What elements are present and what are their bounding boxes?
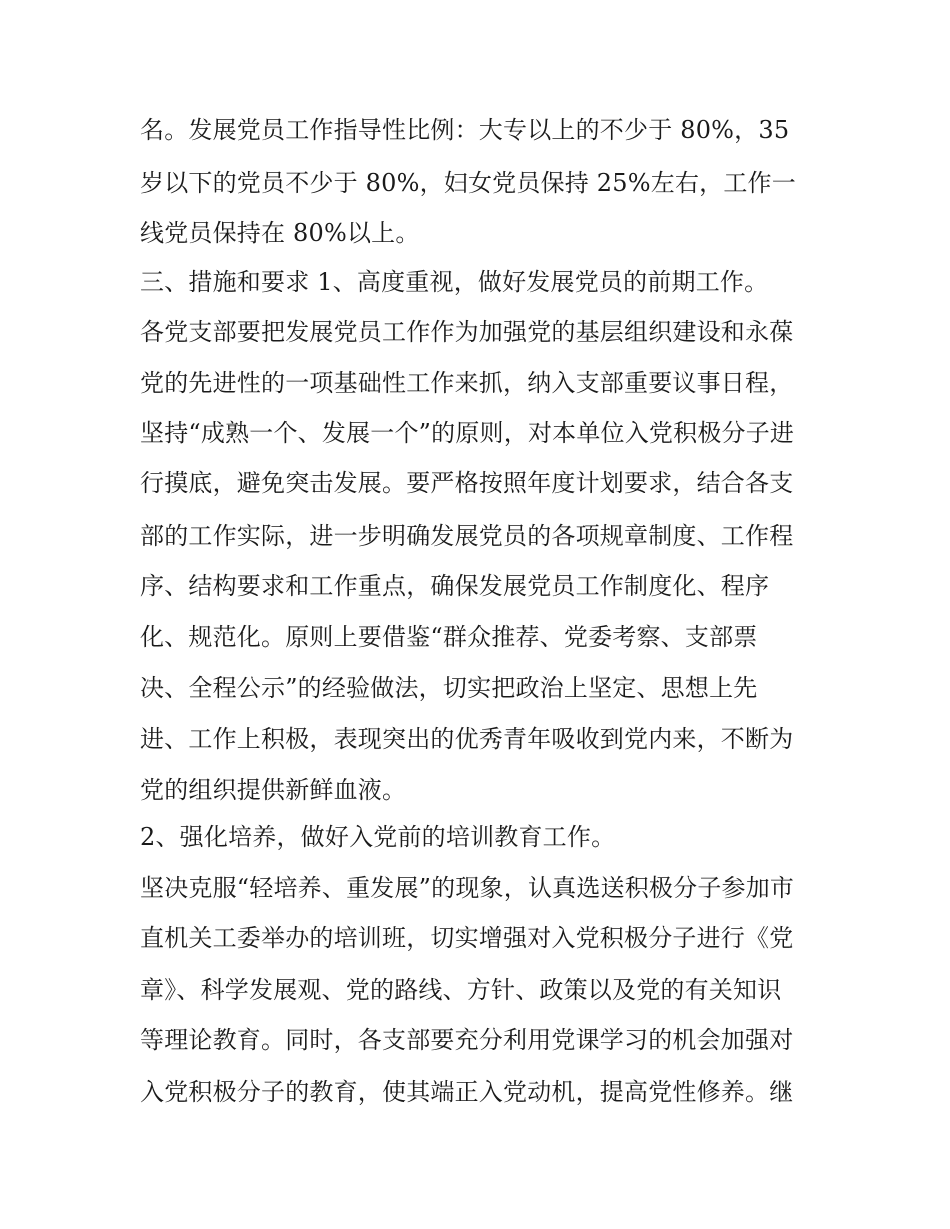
- text-line: 名。发展党员工作指导性比例：大专以上的不少于 80%，35: [140, 116, 790, 144]
- text-line: 党的先进性的一项基础性工作来抓，纳入支部重要议事日程，: [140, 369, 794, 397]
- text-line: 入党积极分子的教育，使其端正入党动机，提高党性修养。继: [140, 1078, 794, 1106]
- text-line: 坚持“成熟一个、发展一个”的原则，对本单位入党积极分子进: [140, 419, 795, 447]
- text-line: 线党员保持在 80%以上。: [140, 219, 420, 247]
- text-line: 岁以下的党员不少于 80%，妇女党员保持 25%左右，工作一: [140, 169, 796, 197]
- section-heading: 2、强化培养，做好入党前的培训教育工作。: [140, 823, 616, 851]
- text-line: 序、结构要求和工作重点，确保发展党员工作制度化、程序: [140, 572, 770, 600]
- text-line: 各党支部要把发展党员工作作为加强党的基层组织建设和永葆: [140, 318, 794, 346]
- text-line: 坚决克服“轻培养、重发展”的现象，认真选送积极分子参加市: [140, 874, 795, 902]
- text-line: 行摸底，避免突击发展。要严格按照年度计划要求，结合各支: [140, 469, 794, 497]
- text-line: 决、全程公示”的经验做法，切实把政治上坚定、思想上先: [140, 674, 758, 702]
- text-line: 化、规范化。原则上要借鉴“群众推荐、党委考察、支部票: [140, 623, 758, 651]
- text-line: 等理论教育。同时，各支部要充分利用党课学习的机会加强对: [140, 1026, 794, 1054]
- text-line: 党的组织提供新鲜血液。: [140, 776, 407, 804]
- text-line: 章》、科学发展观、党的路线、方针、政策以及党的有关知识: [140, 976, 782, 1004]
- text-line: 部的工作实际，进一步明确发展党员的各项规章制度、工作程: [140, 522, 794, 550]
- section-heading: 三、措施和要求 1、高度重视，做好发展党员的前期工作。: [140, 268, 769, 296]
- text-line: 进、工作上积极，表现突出的优秀青年吸收到党内来，不断为: [140, 725, 794, 753]
- text-line: 直机关工委举办的培训班，切实增强对入党积极分子进行《党: [140, 924, 794, 952]
